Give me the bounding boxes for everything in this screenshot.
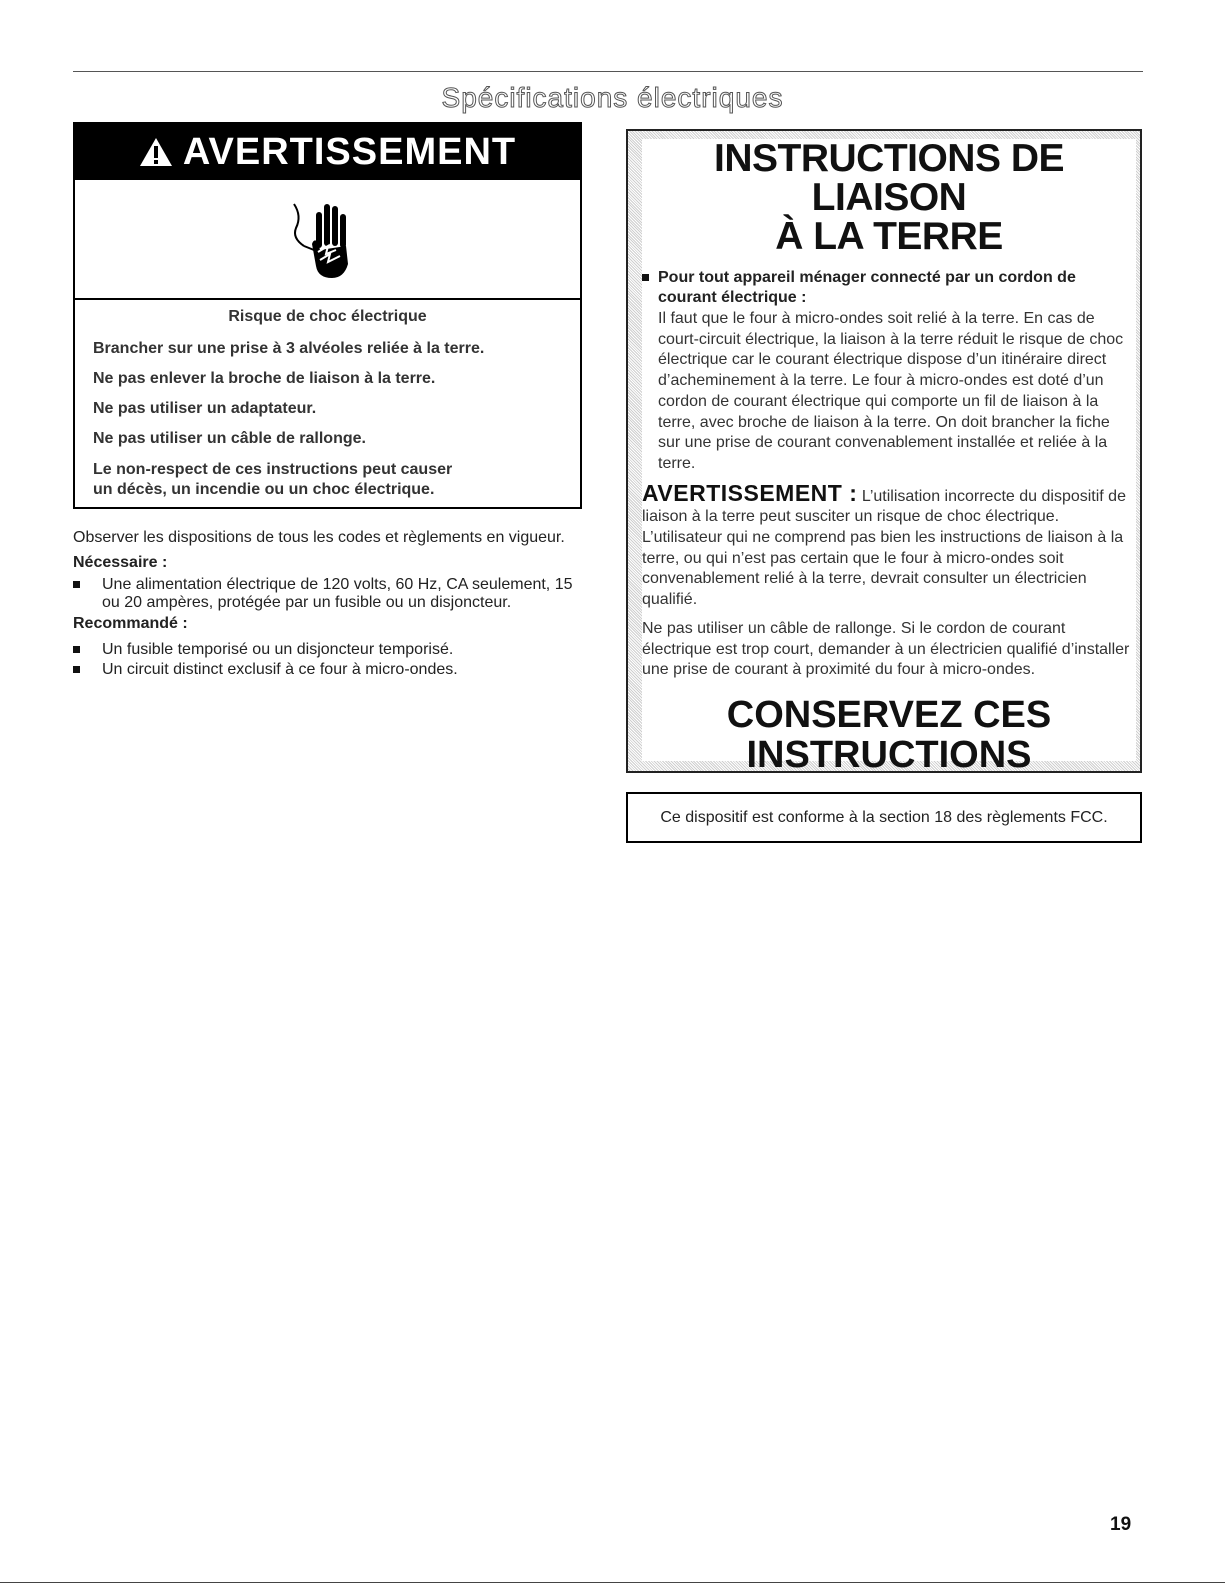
bullet-square-icon (73, 646, 80, 653)
recommended-heading: Recommandé : (73, 615, 188, 632)
warning-line: Ne pas utiliser un câble de rallonge. (93, 430, 366, 447)
grounding-bullet-heading-text: Pour tout appareil ménager connecté par un cordon de courant électrique : (658, 269, 1076, 306)
save-instructions-heading (642, 695, 1136, 775)
page-number: 19 (1110, 1514, 1132, 1535)
bottom-rule (0, 1582, 1225, 1583)
bullet-square-icon (73, 666, 80, 673)
grounding-instructions-box (626, 129, 1142, 776)
grounding-title-line1: INSTRUCTIONS DE LIAISON (713, 137, 1064, 219)
list-item-text: Un fusible temporisé ou un disjoncteur temporisé. (102, 641, 454, 658)
list-item (73, 661, 582, 679)
fcc-compliance-note: Ce dispositif est conforme à la section 18 des règlements FCC. (626, 792, 1142, 843)
grounding-warning-paragraph (642, 479, 1136, 611)
grounding-bullet-heading (642, 268, 1136, 308)
grounding-bullet-body: Il faut que le four à micro-ondes soit relié à la terre. En cas de court-circuit électrique, la liaison à la terre réduit le risque de choc électrique car le courant électrique dispose d’un itinéraire direct d’acheminement à la terre. Le four à micro-ondes est doté d’un cordon de courant électrique qui comporte un fil de liaison à la terre, avec broche de liaison à la terre. On doit brancher la fiche sur une prise de courant convenablement installée et reliée à la terre. (658, 310, 1124, 472)
required-list (73, 576, 582, 612)
list-item-text: Une alimentation électrique de 120 volts, 60 Hz, CA seulement, 15 ou 20 ampères, protégée par un fusible ou un disjoncteur. (102, 576, 573, 611)
save-instructions-line2: INSTRUCTIONS (746, 733, 1032, 776)
warning-header-text: AVERTISSEMENT (182, 130, 517, 173)
list-item-text: Un circuit distinct exclusif à ce four à micro-ondes. (102, 661, 458, 678)
warning-body (75, 300, 580, 500)
risk-title: Risque de choc électrique (228, 308, 427, 325)
warning-consequence-line1: Le non-respect de ces instructions peut causer (93, 461, 453, 478)
grounding-title (642, 139, 1136, 256)
bullet-square-icon (73, 581, 80, 588)
warning-triangle-icon (139, 137, 173, 167)
warning-box (73, 122, 582, 509)
grounding-warning-text: L’utilisation incorrecte du dispositif de liaison à la terre peut susciter un risque de choc électrique. L’utilisateur qui ne comprend pas bien les instructions de liaison à la terre, ou qui n’est pas certain que le four à micro-ondes soit convenablement relié à la terre, devrait consulter un électricien qualifié. (642, 487, 1126, 609)
shock-icon-area (75, 180, 580, 300)
required-heading: Nécessaire : (73, 554, 168, 571)
warning-header (75, 124, 580, 180)
warning-line: Brancher sur une prise à 3 alvéoles reliée à la terre. (93, 340, 485, 357)
intro-text: Observer les dispositions de tous les codes et règlements en vigueur. (73, 529, 565, 546)
warning-line: Ne pas utiliser un adaptateur. (93, 400, 317, 417)
list-item (73, 576, 582, 612)
recommended-list (73, 641, 582, 679)
list-item (73, 641, 582, 659)
left-column (73, 528, 582, 681)
warning-consequence-line2: un décès, un incendie ou un choc électrique. (93, 481, 435, 498)
warning-consequence (93, 460, 562, 500)
electric-shock-hand-icon (288, 194, 368, 284)
extension-cord-paragraph: Ne pas utiliser un câble de rallonge. Si le cordon de courant électrique est trop court, demander à un électricien qualifié d’installer une prise de courant à proximité du four à micro-ondes. (642, 619, 1130, 679)
warning-line: Ne pas enlever la broche de liaison à la terre. (93, 370, 436, 387)
grounding-title-line2: À LA TERRE (775, 215, 1003, 258)
grounding-warning-label: AVERTISSEMENT : (642, 479, 858, 506)
save-instructions-line1: CONSERVEZ CES (726, 693, 1052, 736)
grounding-inner (642, 137, 1136, 776)
bullet-square-icon (642, 274, 649, 281)
top-rule (73, 71, 1143, 72)
section-title: Spécifications électriques (441, 82, 784, 113)
